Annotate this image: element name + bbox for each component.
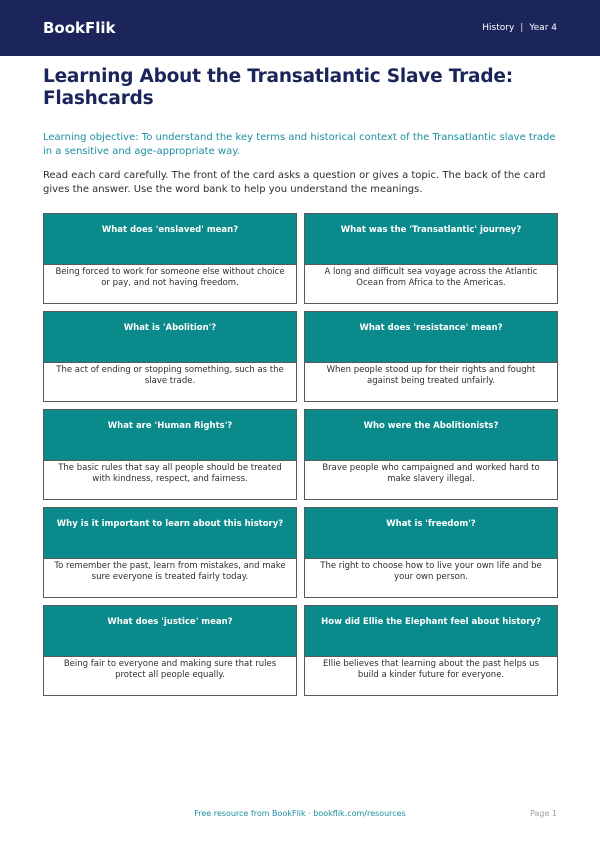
card-front: Who were the Abolitionists? — [305, 410, 557, 460]
card-back: The act of ending or stopping something, such as the slave trade. — [44, 362, 296, 387]
flashcard — [43, 605, 297, 696]
card-front: What are 'Human Rights'? — [44, 410, 296, 460]
year-label: Year 4 — [529, 23, 557, 33]
card-back: When people stood up for their rights and fought against being treated unfairly. — [305, 362, 557, 387]
card-back: To remember the past, learn from mistakes, and make sure everyone is treated fairly today. — [44, 558, 296, 583]
meta-separator: | — [520, 23, 524, 33]
card-back: Being forced to work for someone else without choice or pay, and not having freedom. — [44, 264, 296, 289]
instructions: Read each card carefully. The front of the card asks a question or gives a topic. The back of the card gives the answer. Use the word bank to help you understand the meanings. — [43, 170, 546, 195]
card-back: Ellie believes that learning about the past helps us build a kinder future for everyone. — [305, 656, 557, 681]
flashcard — [43, 507, 297, 598]
card-back: The basic rules that say all people should be treated with kindness, respect, and fairness. — [44, 460, 296, 485]
card-front: How did Ellie the Elephant feel about history? — [305, 606, 557, 656]
learning-objective: Learning objective: To understand the key terms and historical context of the Transatlantic slave trade in a sensitive and age-appropriate way. — [43, 132, 556, 157]
card-front: What was the 'Transatlantic' journey? — [305, 214, 557, 264]
card-front: What does 'resistance' mean? — [305, 312, 557, 362]
page-title: Learning About the Transatlantic Slave Trade: Flashcards — [43, 66, 513, 110]
card-back: A long and difficult sea voyage across the Atlantic Ocean from Africa to the Americas. — [305, 264, 557, 289]
subject-label: History — [482, 23, 515, 33]
card-back: Brave people who campaigned and worked hard to make slavery illegal. — [305, 460, 557, 485]
flashcard — [304, 409, 558, 500]
flashcard — [304, 605, 558, 696]
page-number: Page 1 — [530, 809, 557, 818]
card-front: What is 'Abolition'? — [44, 312, 296, 362]
card-front: Why is it important to learn about this history? — [44, 508, 296, 558]
page-footer — [0, 809, 600, 818]
flashcard — [304, 213, 558, 304]
card-front: What does 'justice' mean? — [44, 606, 296, 656]
flashcard — [304, 507, 558, 598]
main-content — [0, 66, 600, 696]
flashcard — [43, 311, 297, 402]
footer-resource-link[interactable]: Free resource from BookFlik · bookflik.com/resources — [194, 809, 406, 818]
card-back: The right to choose how to live your own life and be your own person. — [305, 558, 557, 583]
flashcard — [43, 409, 297, 500]
flashcard — [43, 213, 297, 304]
flashcard-grid — [43, 213, 557, 696]
header-meta — [482, 23, 557, 33]
card-back: Being fair to everyone and making sure that rules protect all people equally. — [44, 656, 296, 681]
card-front: What is 'freedom'? — [305, 508, 557, 558]
top-bar — [0, 0, 600, 56]
flashcard — [304, 311, 558, 402]
card-front: What does 'enslaved' mean? — [44, 214, 296, 264]
brand-logo[interactable]: BookFlik — [43, 19, 116, 37]
